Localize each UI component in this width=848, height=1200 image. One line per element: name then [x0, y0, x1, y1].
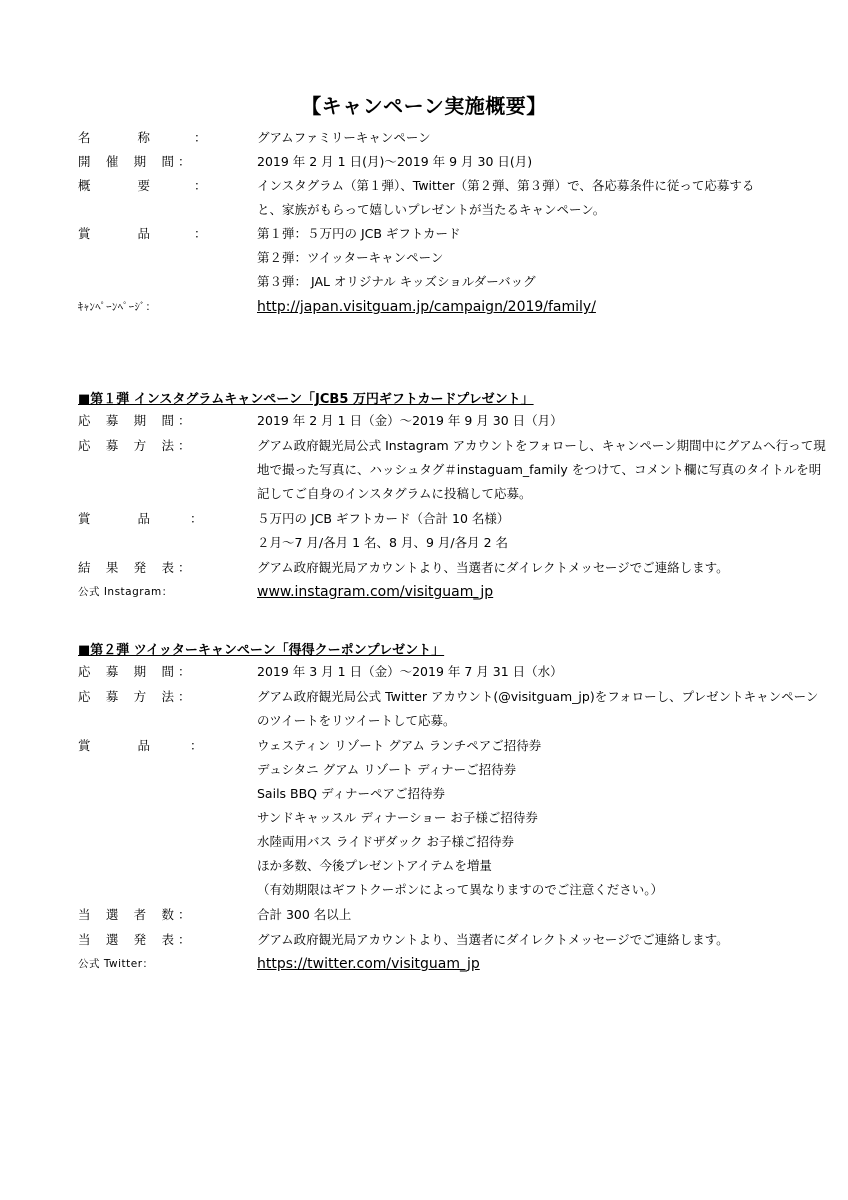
section2-prize-line: サンドキャッスル ディナーショー お子様ご招待券	[257, 810, 538, 825]
campaign-page-label: ｷｬﾝﾍﾟｰﾝﾍﾟｰｼﾞ：	[78, 301, 157, 313]
section2-method-label: 応 募 方 法	[78, 689, 174, 704]
section2-period-label: 応 募 期 間	[78, 664, 174, 679]
overview-prize-line: 第１弾：５万円の JCB ギフトカード	[257, 226, 461, 241]
overview-prize-line: 第２弾：ツイッターキャンペーン	[257, 250, 444, 265]
section1-result-label: 結 果 発 表	[78, 560, 174, 575]
section1-method-line: 地で撮った写真に、ハッシュタグ＃instaguam_family をつけて、コメント欄に写真のタイトルを明	[257, 462, 822, 477]
document-page: 【キャンペーン実施概要】 名 称 ： グアムファミリーキャンペーン 開 催 期 間 ： 2019 年 2 月 1 日(月)～2019 年 9 月 30 日(月) 概 要 ： インスタグラム（第１弾）、Twitter（第２弾、第３弾）で、各応募条件に従って応募する と、家族がもらって嬉しいプレゼントが当たるキャンペーン。 賞 品 ： 第１弾：５万円の JCB ギフトカード 第２弾：ツイッターキャンペーン 第３弾： JAL オリジナル キッズショルダーバッグ ｷｬﾝﾍﾟｰﾝﾍﾟｰｼﾞ： http://japan.visitguam.jp/campaign/2019/family/ ■第１弾 インスタグラムキャンペーン「JCB5 万円ギフトカードプレゼント」 応 募 期 間 ： 2019 年 2 月 1 日（金）～2019 年 9 月 30 日（月） 応 募 方 法 ： グアム政府観光局公式 Instagram アカウントをフォローし、キャンペーン期間中にグアムへ行って現 地で撮った写真に、ハッシュタグ＃instaguam_family をつけて、コメント欄に写真のタイトルを明 記してご自身のインスタグラムに投稿して応募。 賞 品 ： ５万円の JCB ギフトカード（合計 10 名様） ２月～7 月/各月 1 名、8 月、9 月/各月 2 名 結 果 発 表 ： グアム政府観光局アカウントより、当選者にダイレクトメッセージでご連絡します。 公式 Instagram： www.instagram.com/visitguam_jp ■第２弾 ツイッターキャンペーン「得得クーポンプレゼント」 応 募 期 間 ： 2019 年 3 月 1 日（金）～2019 年 7 月 31 日（水） 応 募 方 法 ： グアム政府観光局公式 Twitter アカウント(@visitguam_jp)をフォローし、プレゼントキャンペーン のツイートをリツイートして応募。 賞 品 ： ウェスティン リゾート グアム ランチペアご招待券 デュシタニ グアム リゾート ディナーご招待券 Sails BBQ ディナーペアご招待券 サンドキャッスル ディナーショー お子様ご招待券 水陸両用バス ライドザダック お子様ご招待券 ほか多数、今後プレゼントアイテムを増量 （有効期限はギフトクーポンによって異なりますのでご注意ください。） 当 選 者 数 ： 合計 300 名以上 当 選 発 表 ： グアム政府観光局アカウントより、当選者にダイレクトメッセージでご連絡します。 公式 Twitter： https://twitter.com/visitguam_jp	[0, 0, 848, 1200]
section2-prize-line: Sails BBQ ディナーペアご招待券	[257, 786, 445, 801]
section1-result-value: グアム政府観光局アカウントより、当選者にダイレクトメッセージでご連絡します。	[257, 560, 729, 575]
section1-period-label: 応 募 期 間	[78, 413, 174, 428]
section1-heading: ■第１弾 インスタグラムキャンペーン「JCB5 万円ギフトカードプレゼント」	[78, 392, 534, 407]
section1-method-label: 応 募 方 法	[78, 438, 174, 453]
section2-period-value: 2019 年 3 月 1 日（金）～2019 年 7 月 31 日（水）	[257, 664, 563, 679]
section2-prize-line: ほか多数、今後プレゼントアイテムを増量	[257, 858, 492, 873]
overview-name-label: 名 称	[78, 130, 150, 145]
overview-prize-line: 第３弾： JAL オリジナル キッズショルダーバッグ	[257, 274, 536, 289]
section2-prize-line: デュシタニ グアム リゾート ディナーご招待券	[257, 762, 517, 777]
section1-method-line: 記してご自身のインスタグラムに投稿して応募。	[257, 486, 532, 501]
overview-name-value: グアムファミリーキャンペーン	[257, 130, 431, 145]
section2-prize-line: ウェスティン リゾート グアム ランチペアご招待券	[257, 738, 542, 753]
instagram-link[interactable]: www.instagram.com/visitguam_jp	[257, 584, 494, 600]
section1-period-value: 2019 年 2 月 1 日（金）～2019 年 9 月 30 日（月）	[257, 413, 563, 428]
overview-period-label: 開 催 期 間	[78, 154, 174, 169]
section2-heading: ■第２弾 ツイッターキャンペーン「得得クーポンプレゼント」	[78, 643, 445, 658]
section2-prize-line: （有効期限はギフトクーポンによって異なりますのでご注意ください。）	[257, 882, 664, 897]
section2-result-value: グアム政府観光局アカウントより、当選者にダイレクトメッセージでご連絡します。	[257, 932, 729, 947]
section2-winners-value: 合計 300 名以上	[257, 907, 352, 922]
overview-period-value: 2019 年 2 月 1 日(月)～2019 年 9 月 30 日(月)	[257, 154, 533, 169]
section1-prize-line: ５万円の JCB ギフトカード（合計 10 名様）	[257, 511, 510, 526]
section2-method-line: グアム政府観光局公式 Twitter アカウント(@visitguam_jp)をフォローし、プレゼントキャンペーン	[257, 689, 819, 704]
page-title: 【キャンペーン実施概要】	[301, 94, 547, 118]
section2-winners-label: 当 選 者 数	[78, 907, 174, 922]
section2-method-line: のツイートをリツイートして応募。	[257, 713, 456, 728]
section1-method-line: グアム政府観光局公式 Instagram アカウントをフォローし、キャンペーン期間中にグアムへ行って現	[257, 438, 826, 453]
twitter-link[interactable]: https://twitter.com/visitguam_jp	[257, 956, 480, 972]
twitter-label: 公式 Twitter：	[78, 958, 154, 970]
overview-prize-label: 賞 品	[78, 226, 150, 241]
overview-summary-label: 概 要	[78, 178, 150, 193]
section1-prize-line: ２月～7 月/各月 1 名、8 月、9 月/各月 2 名	[257, 535, 509, 550]
instagram-label: 公式 Instagram：	[78, 586, 173, 598]
overview-summary-line: インスタグラム（第１弾）、Twitter（第２弾、第３弾）で、各応募条件に従って応募する	[257, 178, 755, 193]
overview-summary-line: と、家族がもらって嬉しいプレゼントが当たるキャンペーン。	[257, 202, 606, 217]
section2-result-label: 当 選 発 表	[78, 932, 174, 947]
campaign-page-link[interactable]: http://japan.visitguam.jp/campaign/2019/family/	[257, 299, 596, 315]
section2-prize-label: 賞 品	[78, 738, 150, 753]
section2-prize-line: 水陸両用バス ライドザダック お子様ご招待券	[257, 834, 514, 849]
section1-prize-label: 賞 品	[78, 511, 150, 526]
